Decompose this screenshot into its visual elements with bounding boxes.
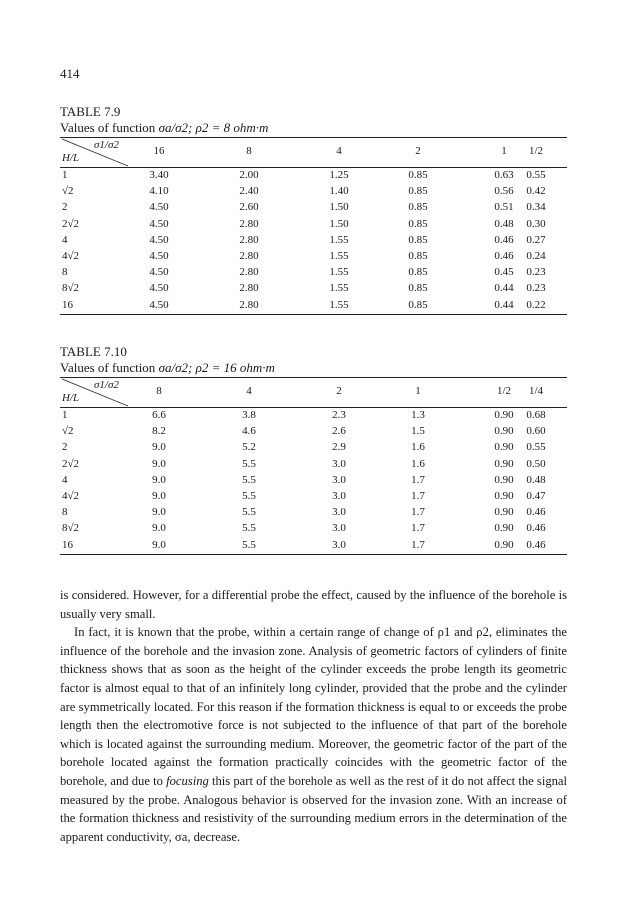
table-header [60,377,567,407]
table-cell: 2.6 [332,425,346,438]
table-cell: 0.30 [526,217,546,230]
table-cell: 0.23 [526,282,546,295]
table-row [60,423,567,439]
table-cell: 3.0 [332,489,346,502]
table-cell: 5.5 [242,473,256,486]
table-row [60,297,567,313]
table-cell: 4.50 [149,217,169,230]
table-row [60,537,567,553]
table-row [60,248,567,264]
table-cell: 0.90 [494,506,514,519]
table-cell: 1.40 [329,185,349,198]
table-cell: 1.6 [411,457,425,470]
row-header: 16 [62,298,73,311]
column-header: 1 [415,385,421,397]
caption-prefix: Values of function [60,120,159,135]
table-cell: 1.7 [411,473,425,486]
table-cell: 1.7 [411,522,425,535]
page-number: 414 [60,66,80,81]
table-cell: 5.5 [242,538,256,551]
table-cell: 3.0 [332,538,346,551]
table-cell: 0.42 [526,185,546,198]
table-cell: 0.85 [408,185,428,198]
paragraph: is considered. However, for a differential probe the effect, caused by the influence of the borehole is usually very small. [60,588,567,621]
table-cell: 5.5 [242,506,256,519]
column-header: 8 [156,385,162,397]
table-cell: 9.0 [152,441,166,454]
table-grid [60,137,567,315]
table-cell: 5.2 [242,441,256,454]
table-cell: 1.6 [411,441,425,454]
table-cell: 2.3 [332,409,346,421]
row-header: 2 [62,201,68,214]
table-cell: 0.50 [526,457,546,470]
table-cell: 4.6 [242,425,256,438]
table-cell: 4.50 [149,266,169,279]
row-header: 2√2 [62,457,80,470]
table-cell: 0.51 [494,201,514,214]
table-cell: 0.46 [526,506,546,519]
caption-math: σa/σ2; ρ2 = 16 ohm·m [158,360,275,375]
table-cell: 0.48 [494,217,514,230]
row-header: 8√2 [62,522,80,535]
table-cell: 9.0 [152,522,166,535]
table-cell: 1.5 [411,425,425,438]
column-header: 1/2 [528,145,544,157]
table-cell: 1.55 [329,249,349,262]
row-header: 1 [62,169,68,181]
table-row [60,280,567,296]
table-cell: 3.8 [242,409,256,421]
paragraph-text: this part of the borehole as well as the rest of it do not affect the signal measured by the probe. Analogous behavior is observed for the invasion zone. With an increase of the formation thickness and resistivity of the surrounding medium errors in the determination of the apparent conductivity, σa, decrease. [60,773,567,844]
table-7-10 [60,344,567,555]
row-header: 4 [62,473,68,486]
table-cell: 1.7 [411,538,425,551]
row-header: √2 [62,185,74,198]
table-row [60,407,567,423]
table-cell: 4.50 [149,298,169,311]
table-caption [60,120,567,136]
table-cell: 4.50 [149,233,169,246]
table-cell: 3.0 [332,457,346,470]
table-cell: 2.80 [239,233,259,246]
table-cell: 1.50 [329,201,349,214]
table-cell: 4.50 [149,249,169,262]
table-cell: 0.90 [494,425,514,438]
table-cell: 2.80 [239,266,259,279]
table-cell: 0.60 [526,425,546,438]
table-cell: 0.55 [526,169,546,181]
column-header: 2 [336,385,342,397]
table-cell: 0.85 [408,169,428,181]
row-header: 4√2 [62,489,80,502]
row-header: 4 [62,233,68,246]
column-header: 4 [336,145,342,157]
table-cell: 0.44 [494,298,514,311]
caption-math: σa/σ2; ρ2 = 8 ohm·m [158,120,269,135]
table-cell: 0.85 [408,266,428,279]
table-7-9 [60,104,567,315]
table-cell: 1.55 [329,233,349,246]
column-header: 4 [246,385,252,397]
table-cell: 0.22 [526,298,546,311]
column-header: 16 [153,145,165,157]
table-cell: 0.44 [494,282,514,295]
table-cell: 9.0 [152,506,166,519]
emphasis-text: focusing [166,773,209,788]
table-cell: 0.85 [408,217,428,230]
table-cell: 5.5 [242,457,256,470]
table-row [60,167,567,183]
table-row [60,183,567,199]
table-cell: 0.46 [494,233,514,246]
paragraph [60,623,567,846]
table-cell: 4.10 [149,185,169,198]
row-header: 16 [62,538,73,551]
table-cell: 3.0 [332,522,346,535]
table-cell: 1.55 [329,298,349,311]
table-cell: 4.50 [149,201,169,214]
table-cell: 0.85 [408,282,428,295]
table-cell: 0.55 [526,441,546,454]
table-row [60,488,567,504]
table-cell: 8.2 [152,425,166,438]
table-cell: 2.80 [239,249,259,262]
table-cell: 2.80 [239,217,259,230]
column-header: 8 [246,145,252,157]
table-bottom-rule [60,314,567,315]
table-cell: 0.90 [494,489,514,502]
table-cell: 0.56 [494,185,514,198]
table-cell: 0.23 [526,266,546,279]
row-header: 8√2 [62,282,80,295]
table-header [60,137,567,167]
table-cell: 0.90 [494,522,514,535]
table-cell: 0.27 [526,233,546,246]
column-header: 1/4 [528,385,544,397]
table-cell: 1.55 [329,282,349,295]
paragraph-text: In fact, it is known that the probe, within a certain range of change of ρ1 and ρ2, eliminates the influence of the borehole and the invasion zone. Analysis of geometric factors of cylinders of finite thickness shows that as soon as the height of the cylinder exceeds the probe length its geometric factor is almost equal to that of an infinitely long cylinder, provided that the probe and the cylinder are symmetrically located. For this reason if the formation thickness is equal to or exceeds the probe length then the electromotive force is not subjected to the influence of that part of the borehole which is located against the surrounding medium. Moreover, the geometric factor of the part of the borehole located against the formation practically coincides with the geometric factor of the borehole, and due to [60,625,567,788]
table-grid [60,377,567,555]
row-header: 1 [62,409,68,421]
table-cell: 0.90 [494,473,514,486]
table-row [60,456,567,472]
table-cell: 0.85 [408,233,428,246]
table-cell: 0.45 [494,266,514,279]
table-bottom-rule [60,554,567,555]
table-cell: 0.90 [494,409,514,421]
table-cell: 1.55 [329,266,349,279]
table-cell: 1.3 [411,409,425,421]
table-cell: 0.46 [526,522,546,535]
table-cell: 1.7 [411,506,425,519]
row-header: 8 [62,266,68,279]
table-label: TABLE 7.9 [60,104,121,119]
table-cell: 0.48 [526,473,546,486]
table-cell: 1.50 [329,217,349,230]
table-cell: 0.68 [526,409,546,421]
table-label: TABLE 7.10 [60,344,127,359]
table-cell: 0.85 [408,201,428,214]
table-cell: 9.0 [152,457,166,470]
corner-bottom-label: H/L [62,392,80,404]
table-row [60,472,567,488]
table-cell: 0.24 [526,249,546,262]
table-cell: 0.46 [526,538,546,551]
table-cell: 1.7 [411,489,425,502]
table-row [60,216,567,232]
row-header: 2√2 [62,217,80,230]
table-cell: 0.90 [494,457,514,470]
table-cell: 3.0 [332,473,346,486]
table-cell: 2.80 [239,298,259,311]
table-cell: 3.0 [332,506,346,519]
table-cell: 2.00 [239,169,259,181]
table-row [60,264,567,280]
table-cell: 0.85 [408,298,428,311]
body-text [60,586,567,846]
row-header: 2 [62,441,68,454]
table-cell: 2.80 [239,282,259,295]
table-row [60,520,567,536]
row-header: 4√2 [62,249,80,262]
table-cell: 6.6 [152,409,166,421]
table-cell: 0.90 [494,538,514,551]
column-header: 1/2 [496,385,512,397]
table-row [60,199,567,215]
table-cell: 2.9 [332,441,346,454]
corner-bottom-label: H/L [62,152,80,164]
table-cell: 0.47 [526,489,546,502]
corner-top-label: σ1/σ2 [94,379,119,391]
table-cell: 0.34 [526,201,546,214]
table-cell: 2.60 [239,201,259,214]
column-header: 1 [501,145,507,157]
table-caption [60,360,567,376]
table-cell: 0.85 [408,249,428,262]
table-cell: 0.46 [494,249,514,262]
table-cell: 4.50 [149,282,169,295]
table-row [60,504,567,520]
table-cell: 0.63 [494,169,514,181]
table-cell: 9.0 [152,489,166,502]
table-cell: 5.5 [242,489,256,502]
caption-prefix: Values of function [60,360,159,375]
table-cell: 9.0 [152,538,166,551]
table-row [60,232,567,248]
row-header: 8 [62,506,68,519]
table-cell: 2.40 [239,185,259,198]
table-cell: 5.5 [242,522,256,535]
table-cell: 3.40 [149,169,169,181]
column-header: 2 [415,145,421,157]
table-cell: 9.0 [152,473,166,486]
table-row [60,439,567,455]
corner-top-label: σ1/σ2 [94,139,119,151]
row-header: √2 [62,425,74,438]
table-cell: 1.25 [329,169,349,181]
table-cell: 0.90 [494,441,514,454]
